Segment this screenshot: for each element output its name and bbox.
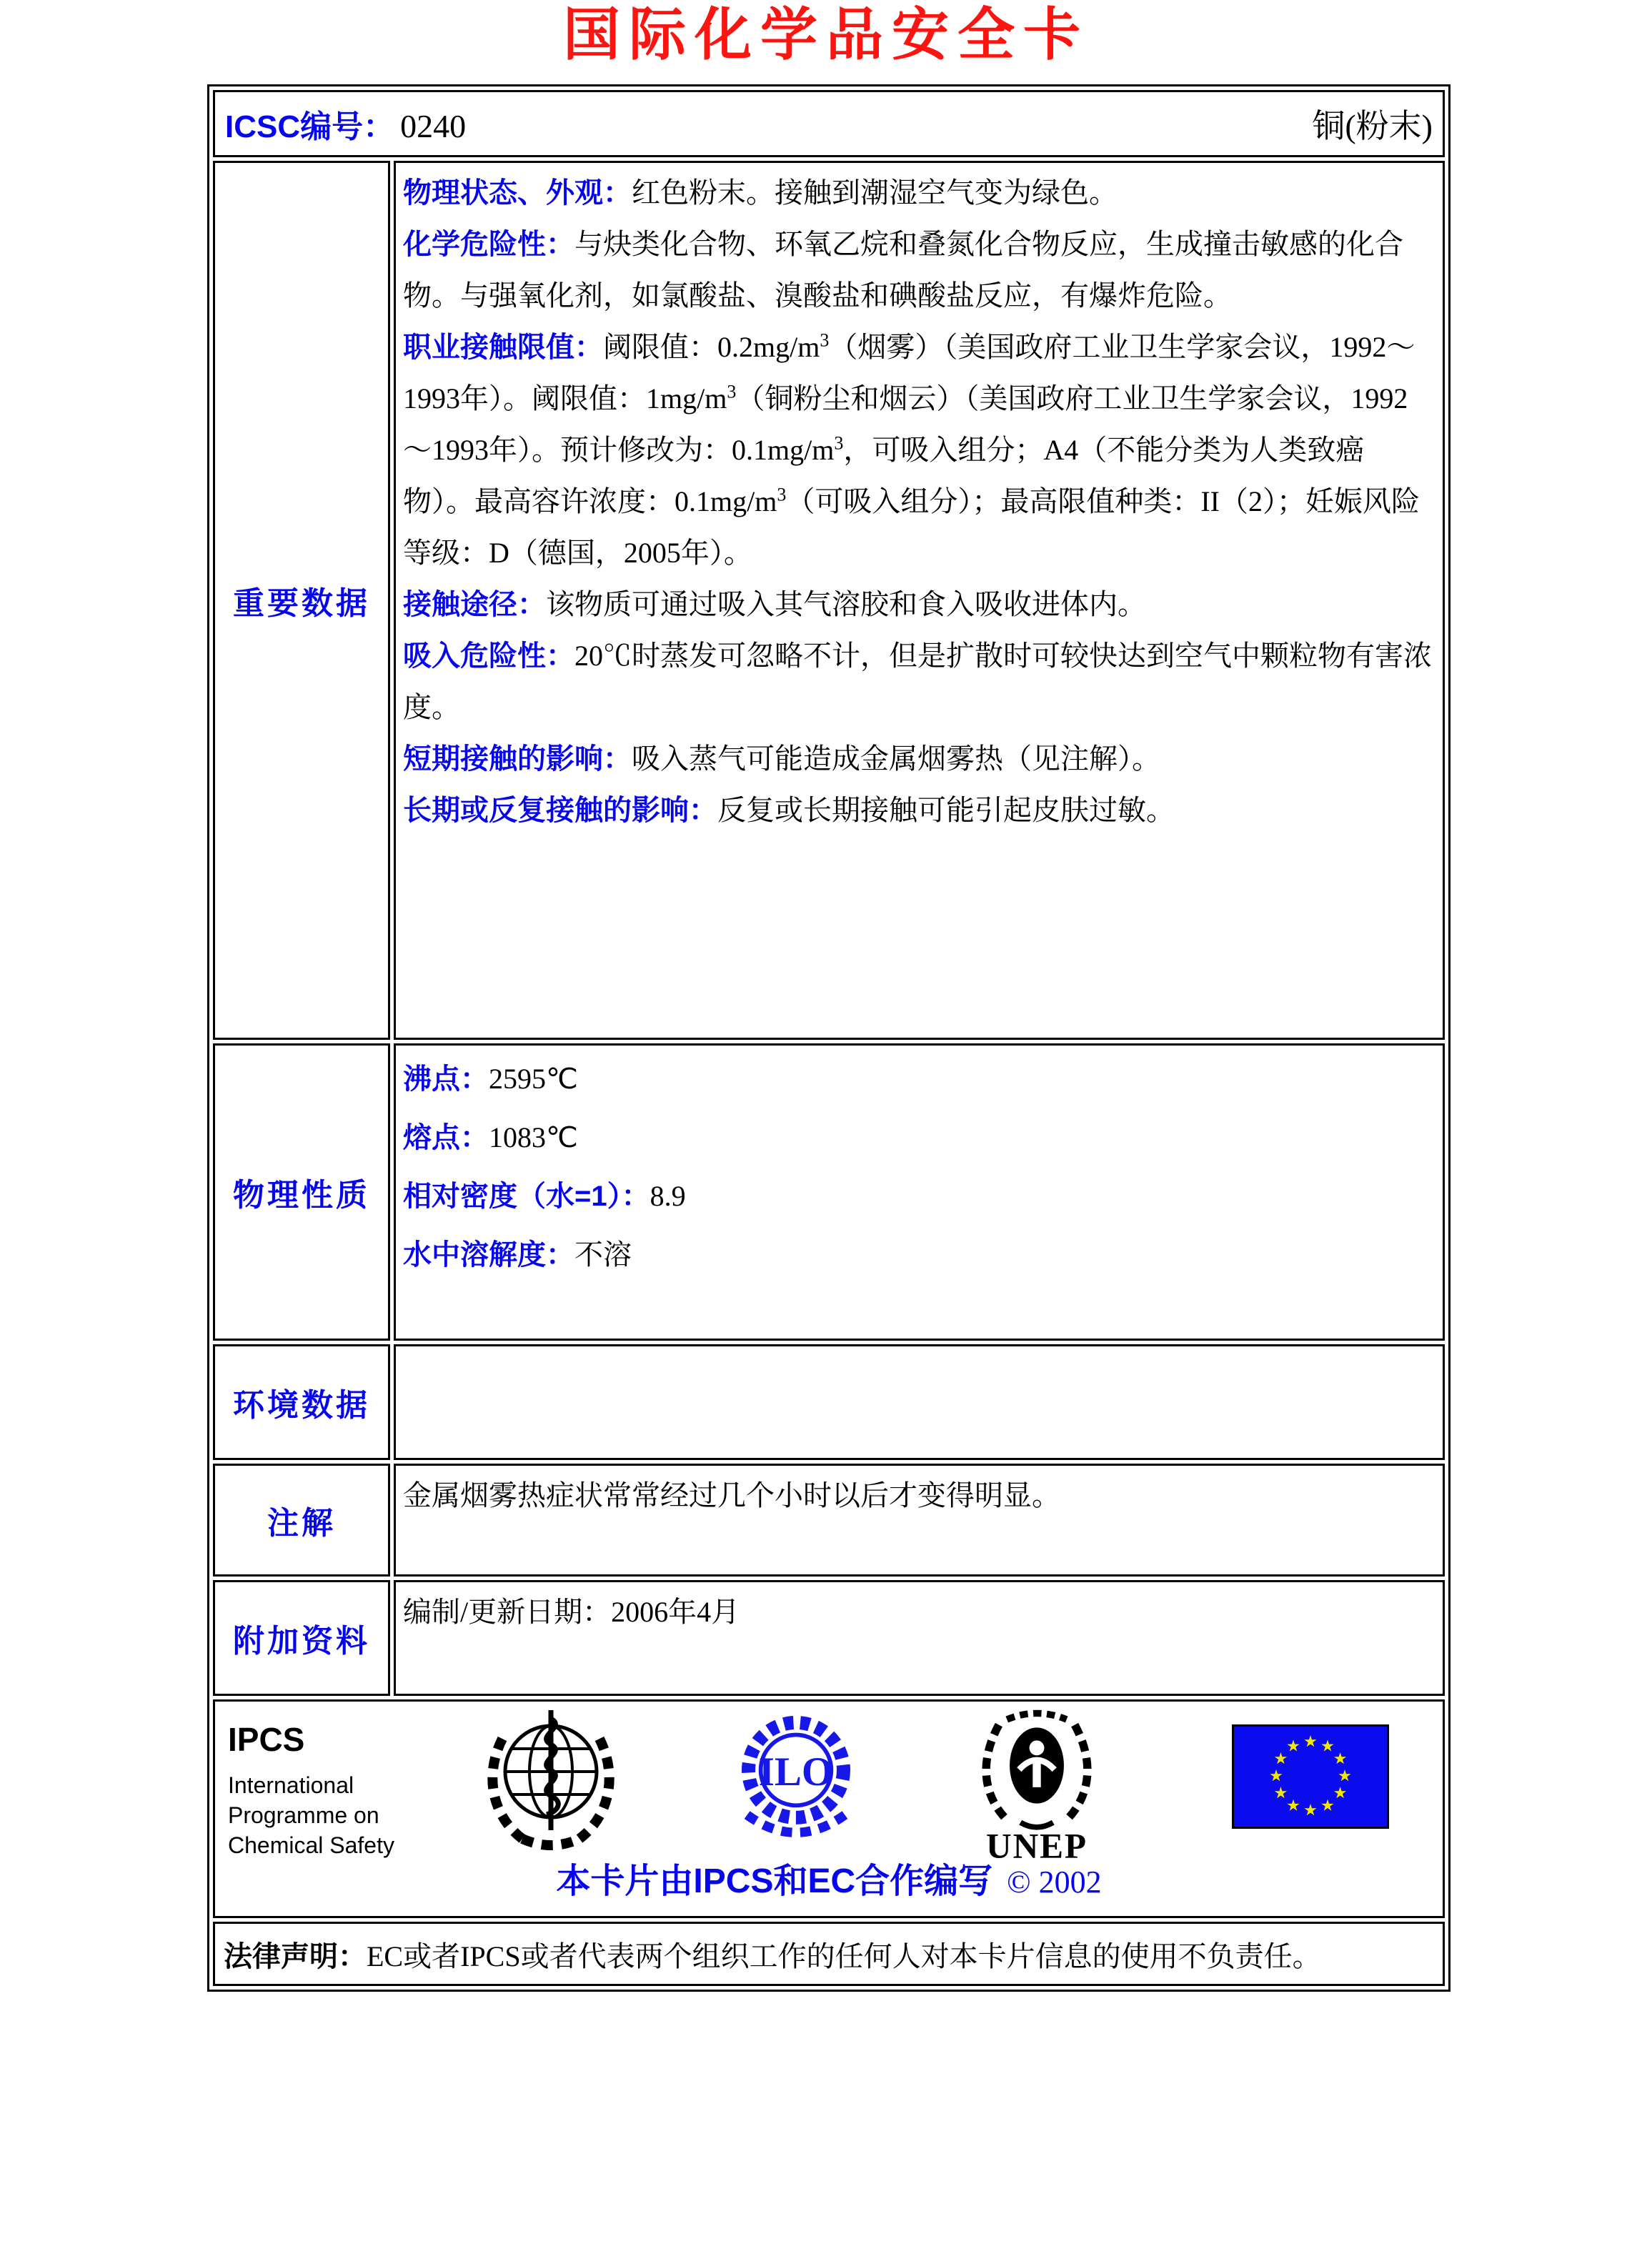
field-value: 不溶 [574, 1238, 632, 1271]
header-row [213, 90, 1445, 157]
logos-row [213, 1699, 1445, 1918]
additional-information-paragraphs [403, 1587, 1435, 1694]
field-label: 熔点： [403, 1122, 489, 1153]
ipcs-text-block [228, 1720, 394, 1860]
field-value: 阈限值：0.2mg/m [603, 331, 820, 363]
paragraph [403, 630, 1435, 733]
logos-cell [213, 1699, 1445, 1918]
field-value: 编制/更新日期：2006年4月 [403, 1596, 740, 1628]
ipcs-title: IPCS [228, 1721, 305, 1758]
field-value: （铜粉尘和烟云）（美国政府工业卫生学家会议，1992～1993年）。预计修改为：0.1mg/m [403, 382, 1408, 466]
paragraph [403, 1587, 1435, 1638]
section-row-environmental-data [213, 1344, 1445, 1460]
ilo-logo-icon [728, 1709, 864, 1856]
section-content-physical-properties [394, 1043, 1445, 1341]
paragraph [403, 1108, 1435, 1167]
field-label: 吸入危险性： [403, 640, 574, 672]
header-cell [213, 90, 1445, 157]
section-label-physical-properties: 物理性质 [213, 1043, 390, 1341]
icsc-number-label: ICSC编号： [225, 109, 395, 144]
field-label: 水中溶解度： [403, 1239, 574, 1271]
section-content-important-data [394, 161, 1445, 1040]
field-value: 吸入蒸气可能造成金属烟雾热（见注解）。 [632, 743, 1160, 775]
section-label-environmental-data: 环境数据 [213, 1344, 390, 1460]
paragraph [403, 1226, 1435, 1284]
paragraph [403, 1470, 1435, 1521]
page-title: 国际化学品安全卡 [563, 4, 1089, 67]
icsc-number-value: 0240 [400, 108, 467, 144]
section-label-important-data: 重要数据 [213, 161, 390, 1040]
legal-notice-text: EC或者IPCS或者代表两个组织工作的任何人对本卡片信息的使用不负责任。 [367, 1940, 1321, 1972]
paragraph [403, 785, 1435, 836]
field-value: 金属烟雾热症状常常经过几个小时以后才变得明显。 [403, 1479, 1060, 1511]
field-value: （可吸入组分）；最高限值种类：II（2）；妊娠风险等级：D（德国，2005年）。 [403, 485, 1420, 569]
field-value: 1083℃ [489, 1121, 578, 1153]
field-value: 8.9 [650, 1180, 686, 1212]
physical-properties-paragraphs [403, 1050, 1435, 1339]
icsc-card-table [207, 84, 1451, 1992]
section-label-notes: 注解 [213, 1464, 390, 1577]
field-value: ，可吸入组分；A4（不能分类为人类致癌物）。最高容许浓度：0.1mg/m [403, 434, 1365, 517]
field-label: 沸点： [403, 1063, 489, 1095]
icsc-number-group [225, 101, 466, 147]
field-value: 2595℃ [489, 1063, 578, 1095]
unep-logo-icon [969, 1706, 1105, 1865]
substance-name: 铜(粉末) [1312, 108, 1433, 144]
field-label: 化学危险性： [403, 229, 574, 260]
field-value: 该物质可通过吸入其气溶胶和食入吸收进体内。 [546, 588, 1146, 620]
important-data-paragraphs [403, 167, 1435, 1038]
paragraph [403, 167, 1435, 219]
ipcs-line-2: Programme on [228, 1802, 379, 1828]
field-label: 职业接触限值： [403, 332, 603, 363]
section-row-important-data [213, 161, 1445, 1040]
unep-logo-text: UNEP [986, 1826, 1088, 1865]
paragraph [403, 322, 1435, 579]
superscript: 3 [727, 381, 737, 402]
field-value: 20℃时蒸发可忽略不计，但是扩散时可较快达到空气中颗粒物有害浓度。 [403, 640, 1432, 723]
field-label: 长期或反复接触的影响： [403, 795, 717, 826]
field-value: 反复或长期接触可能引起皮肤过敏。 [717, 794, 1175, 826]
cooperation-caption [215, 1853, 1443, 1902]
ipcs-line-1: International [228, 1772, 354, 1798]
field-value: 与炔类化合物、环氧乙烷和叠氮化合物反应，生成撞击敏感的化合物。与强氧化剂，如氯酸盐、溴酸盐和碘酸盐反应，有爆炸危险。 [403, 228, 1403, 312]
eu-flag-icon [1232, 1724, 1389, 1829]
legal-notice-cell [213, 1922, 1445, 1986]
notes-paragraphs [403, 1470, 1435, 1574]
section-content-notes [394, 1464, 1445, 1577]
field-label: 接触途径： [403, 589, 546, 620]
paragraph [403, 733, 1435, 785]
section-row-additional-information [213, 1580, 1445, 1696]
ilo-logo-text: ILO [758, 1749, 834, 1794]
section-content-additional-information [394, 1580, 1445, 1696]
field-value: 红色粉末。接触到潮湿空气变为绿色。 [632, 177, 1118, 209]
field-label: 相对密度（水=1）： [403, 1181, 650, 1212]
paragraph [403, 579, 1435, 630]
section-label-additional-information: 附加资料 [213, 1580, 390, 1696]
environmental-data-paragraphs [403, 1351, 1435, 1458]
copyright-text: © 2002 [1007, 1865, 1102, 1900]
superscript: 3 [820, 329, 830, 351]
paragraph [403, 219, 1435, 322]
ipcs-line-3: Chemical Safety [228, 1832, 394, 1858]
cooperation-caption-text: 本卡片由IPCS和EC合作编写 [556, 1862, 993, 1900]
section-row-physical-properties [213, 1043, 1445, 1341]
superscript: 3 [777, 484, 787, 505]
field-label: 物理状态、外观： [403, 177, 632, 209]
field-label: 短期接触的影响： [403, 743, 632, 775]
field-value: （烟雾）（美国政府工业卫生学家会议，1992～1993年）。阈限值：1mg/m [403, 331, 1415, 414]
section-content-environmental-data [394, 1344, 1445, 1460]
legal-row [213, 1922, 1445, 1986]
section-row-notes [213, 1464, 1445, 1577]
paragraph [403, 1050, 1435, 1108]
superscript: 3 [834, 432, 844, 454]
legal-notice-label: 法律声明： [224, 1940, 367, 1972]
who-logo-icon [479, 1707, 622, 1855]
paragraph [403, 1167, 1435, 1226]
